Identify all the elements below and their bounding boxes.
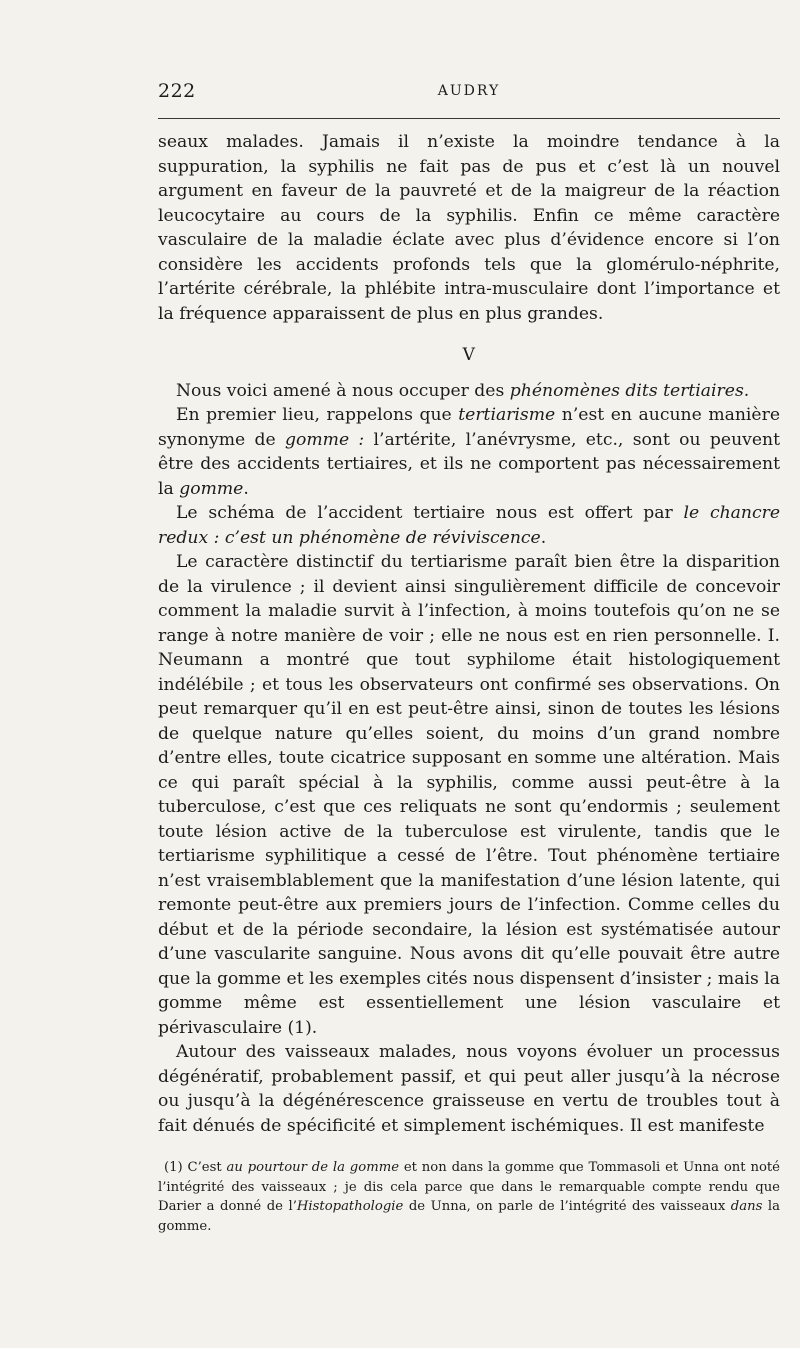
italic-phrase: au pourtour de la gomme bbox=[226, 1160, 400, 1175]
italic-phrase: tertiarisme bbox=[458, 405, 556, 425]
page-number: 222 bbox=[158, 80, 196, 102]
running-title: AUDRY bbox=[437, 83, 501, 99]
italic-phrase: phénomènes dits tertiaires bbox=[509, 380, 744, 401]
italic-phrase: le chancre redux : c’est un phénomène de réviviscence bbox=[158, 503, 780, 548]
footnotes bbox=[158, 1158, 780, 1236]
paragraph: Nous voici amené à nous occuper des phénomènes dits tertiaires. bbox=[176, 380, 750, 401]
main-text bbox=[158, 130, 780, 1138]
italic-phrase: Histopathologie bbox=[296, 1199, 404, 1214]
header-rule bbox=[158, 118, 780, 119]
footnote: (1) C’est au pourtour de la gomme et non dans la gomme que Tommasoli et Unna ont noté l’intégrité des vaisseaux ; je dis cela parce que dans le remarquable compte rendu que Darier a donné de l’Histopathologie de Unna, on parle de l’intégrité des vaisseaux dans la gomme. bbox=[158, 1160, 780, 1234]
paragraph: Le schéma de l’accident tertiaire nous est offert par le chancre redux : c’est un phénomène de réviviscence. bbox=[158, 503, 780, 548]
paragraph: En premier lieu, rappelons que tertiarisme n’est en aucune manière synonyme de gomme : l’artérite, l’anévrysme, etc., sont ou peuvent être des accidents tertiaires, et ils ne comportent pas nécessairement la gomme. bbox=[158, 405, 780, 499]
italic-phrase: gomme bbox=[179, 478, 244, 499]
paragraph-continuation: seaux malades. Jamais il n’existe la moindre tendance à la suppuration, la syphilis ne fait pas de pus et c’est là un nouvel argument en faveur de la pauvreté et de la maigreur de la réaction leucocytaire au cours de la syphilis. Enfin ce même caractère vasculaire de la maladie éclate avec plus d’évidence encore si l’on considère les accidents profonds tels que la glomérulo-néphrite, l’artérite cérébrale, la phlébite intra-musculaire dont l’importance et la fréquence apparaissent de plus en plus grandes. bbox=[158, 132, 780, 324]
paragraph: Autour des vaisseaux malades, nous voyons évoluer un processus dégénératif, probablement passif, et qui peut aller jusqu’à la nécrose ou jusqu’à la dégénérescence graisseuse en vertu de troubles tout à fait dénués de spécificité et simplement ischémiques. Il est manifeste bbox=[158, 1042, 780, 1136]
paragraph: Le caractère distinctif du tertiarisme paraît bien être la disparition de la virulence ; il devient ainsi singulièrement difficile de concevoir comment la maladie survit à l’infection, à moins toutefois qu’on ne se range à notre manière de voir ; elle ne nous est en rien personnelle. I. Neumann a montré que tout syphilome était histologiquement indélébile ; et tous les observateurs ont confirmé ses observations. On peut remarquer qu’il en est peut-être ainsi, sinon de toutes les lésions de quelque nature qu’elles soient, du moins d’un grand nombre d’entre elles, toute cicatrice supposant en somme une altération. Mais ce qui paraît spécial à la syphilis, comme aussi peut-être à la tuberculose, c’est que ces reliquats ne sont qu’endormis ; seulement toute lésion active de la tuberculose est virulente, tandis que le tertiarisme syphilitique a cessé de l’être. Tout phénomène tertiaire n’est vraisemblablement que la manifestation d’une lésion latente, qui remonte peut-être aux premiers jours de l’infection. Comme celles du début et de la période secondaire, la lésion est systématisée autour d’une vascularite sanguine. Nous avons dit qu’elle pouvait être autre que la gomme et les exemples cités nous dispensent d’insister ; mais la gomme même est essentiellement une lésion vasculaire et périvasculaire (1). bbox=[158, 552, 780, 1038]
section-heading: V bbox=[462, 345, 476, 365]
italic-phrase: dans bbox=[730, 1199, 763, 1214]
page-header bbox=[158, 80, 780, 106]
italic-phrase: gomme : bbox=[285, 429, 365, 450]
